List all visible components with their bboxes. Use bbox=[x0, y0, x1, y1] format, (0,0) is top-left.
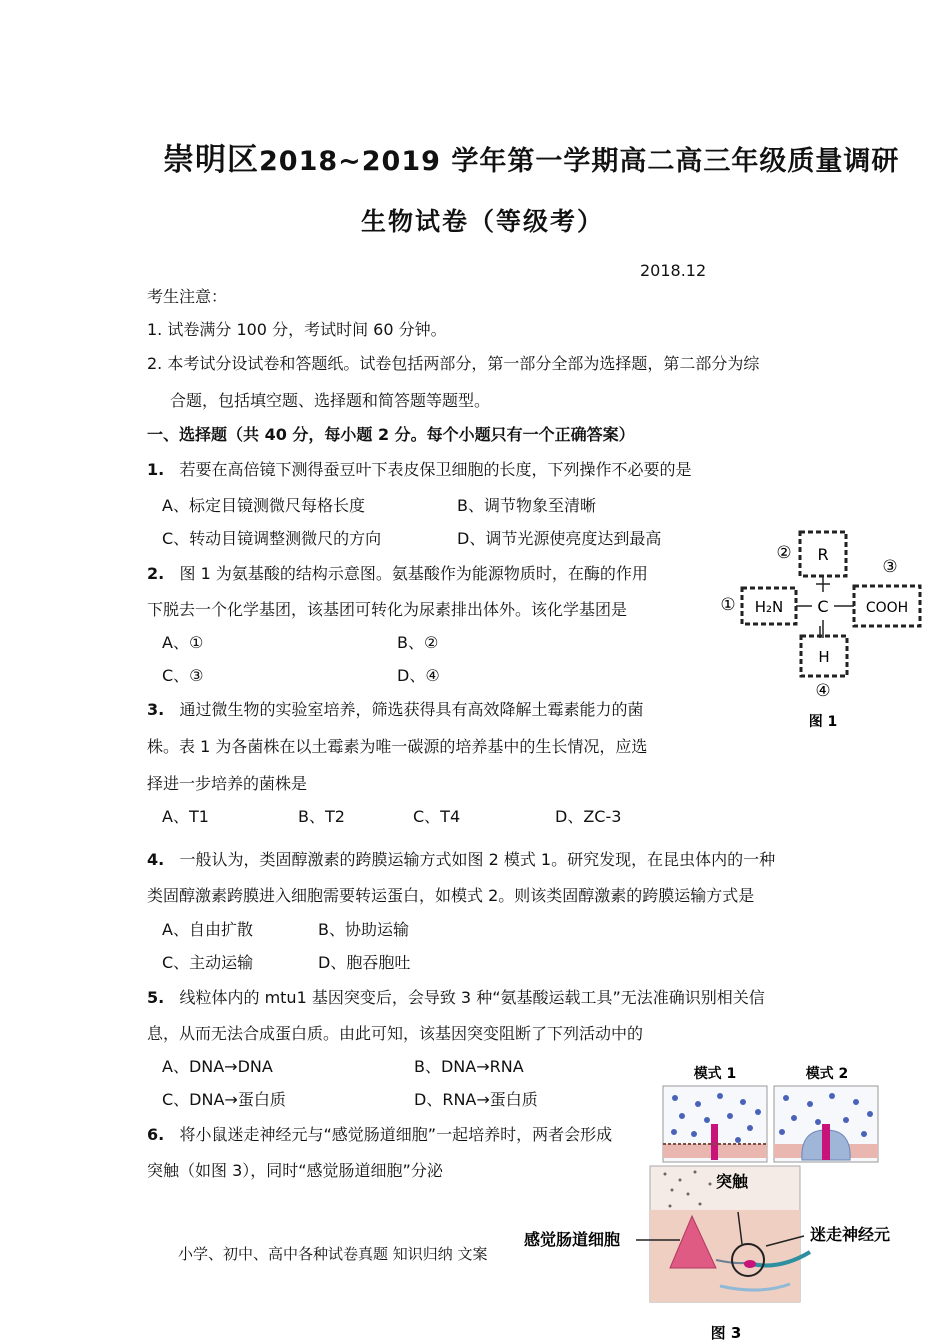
question-stem: 图 1 为氨基酸的结构示意图。氨基酸作为能源物质时，在酶的作用 bbox=[179, 564, 648, 583]
exam-date: 2018.12 bbox=[640, 261, 707, 280]
q1-option-a: A、标定目镜测微尺每格长度 bbox=[162, 496, 365, 515]
q3-stem-line-2: 株。表 1 为各菌株在以土霉素为唯一碳源的培养基中的生长情况，应选 bbox=[147, 737, 648, 756]
q1-option-b: B、调节物象至清晰 bbox=[457, 496, 596, 515]
mode-1-label: 模式 1 bbox=[693, 1066, 737, 1082]
vagus-neuron-label: 迷走神经元 bbox=[809, 1225, 891, 1244]
group-cooh-box bbox=[854, 586, 920, 626]
figure-2-transport-modes bbox=[660, 1060, 880, 1164]
figure-1-amino-acid bbox=[712, 528, 927, 738]
q2-stem-line-2: 下脱去一个化学基团，该基团可转化为尿素排出体外。该化学基团是 bbox=[147, 600, 628, 619]
q4-option-c: C、主动运输 bbox=[162, 953, 254, 972]
gut-cell-label: 感觉肠道细胞 bbox=[523, 1230, 621, 1249]
q2-option-b: B、② bbox=[397, 633, 439, 652]
question-number: 3. bbox=[147, 700, 165, 719]
question-1 bbox=[147, 457, 692, 480]
question-stem: 线粒体内的 mtu1 基因突变后，会导致 3 种“氨基酸运载工具”无法准确识别相关信 bbox=[179, 988, 765, 1007]
mode-1-panel bbox=[663, 1065, 767, 1162]
question-stem: 将小鼠迷走神经元与“感觉肠道细胞”一起培养时，两者会形成 bbox=[179, 1125, 613, 1144]
title-district: 崇明区 bbox=[163, 142, 259, 178]
figure-3-caption: 图 3 bbox=[710, 1324, 742, 1342]
question-4 bbox=[147, 847, 775, 870]
q1-option-d: D、调节光源使亮度达到最高 bbox=[457, 529, 662, 548]
q5-option-a: A、DNA→DNA bbox=[162, 1057, 273, 1076]
section-title: 一、选择题（共 40 分，每小题 2 分。每个小题只有一个正确答案） bbox=[147, 425, 635, 444]
q2-option-c: C、③ bbox=[162, 666, 204, 685]
q5-stem-line-2: 息，从而无法合成蛋白质。由此可知，该基因突变阻断了下列活动中的 bbox=[147, 1024, 644, 1043]
group-nh2-box bbox=[742, 588, 796, 624]
q3-option-c: C、T4 bbox=[413, 807, 461, 826]
question-5 bbox=[147, 985, 765, 1008]
label-1: ① bbox=[720, 595, 736, 615]
q5-option-d: D、RNA→蛋白质 bbox=[414, 1090, 538, 1109]
notice-heading: 考生注意： bbox=[147, 287, 228, 306]
q3-option-b: B、T2 bbox=[298, 807, 345, 826]
q5-option-b: B、DNA→RNA bbox=[414, 1057, 524, 1076]
q2-option-a: A、① bbox=[162, 633, 204, 652]
q5-option-c: C、DNA→蛋白质 bbox=[162, 1090, 286, 1109]
notice-item-2-line-1: 2. 本考试分设试卷和答题纸。试卷包括两部分，第一部分全部为选择题，第二部分为综 bbox=[147, 354, 760, 373]
mode-2-panel bbox=[774, 1065, 878, 1162]
label-4: ④ bbox=[815, 681, 831, 701]
group-r: R bbox=[817, 545, 829, 564]
question-number: 5. bbox=[147, 988, 165, 1007]
label-2: ② bbox=[776, 543, 792, 563]
question-stem: 若要在高倍镜下测得蚕豆叶下表皮保卫细胞的长度，下列操作不必要的是 bbox=[179, 460, 692, 479]
question-number: 2. bbox=[147, 564, 165, 583]
group-r-box bbox=[800, 532, 846, 576]
page-title bbox=[163, 134, 899, 179]
q3-stem-line-3: 择进一步培养的菌株是 bbox=[147, 774, 308, 793]
question-number: 6. bbox=[147, 1125, 165, 1144]
q2-option-d: D、④ bbox=[397, 666, 440, 685]
q4-option-a: A、自由扩散 bbox=[162, 920, 253, 939]
notice-item-2-line-2: 合题，包括填空题、选择题和简答题等题型。 bbox=[170, 391, 491, 410]
q4-option-b: B、协助运输 bbox=[318, 920, 409, 939]
figure-1-caption: 图 1 bbox=[808, 714, 838, 730]
q4-option-d: D、胞吞胞吐 bbox=[318, 953, 411, 972]
q4-stem-line-2: 类固醇激素跨膜进入细胞需要转运蛋白，如模式 2。则该类固醇激素的跨膜运输方式是 bbox=[147, 886, 755, 905]
question-number: 1. bbox=[147, 460, 165, 479]
figure-3-synapse bbox=[520, 1160, 900, 1344]
alpha-carbon: C bbox=[817, 597, 829, 616]
q3-option-a: A、T1 bbox=[162, 807, 209, 826]
group-cooh: COOH bbox=[865, 600, 909, 616]
notice-item-1: 1. 试卷满分 100 分，考试时间 60 分钟。 bbox=[147, 320, 447, 339]
q3-option-d: D、ZC-3 bbox=[555, 807, 622, 826]
group-h: H bbox=[818, 648, 830, 666]
question-6 bbox=[147, 1122, 612, 1145]
q6-stem-line-2: 突触（如图 3），同时“感觉肠道细胞”分泌 bbox=[147, 1161, 443, 1180]
mode-2-label: 模式 2 bbox=[805, 1066, 849, 1082]
question-number: 4. bbox=[147, 850, 165, 869]
footer-text: 小学、初中、高中各种试卷真题 知识归纳 文案 bbox=[178, 1245, 488, 1263]
question-stem: 一般认为，类固醇激素的跨膜运输方式如图 2 模式 1。研究发现，在昆虫体内的一种 bbox=[179, 850, 776, 869]
group-h-box bbox=[801, 636, 847, 676]
q1-option-c: C、转动目镜调整测微尺的方向 bbox=[162, 529, 382, 548]
question-2 bbox=[147, 561, 648, 584]
question-stem: 通过微生物的实验室培养，筛选获得具有高效降解土霉素能力的菌 bbox=[179, 700, 644, 719]
question-3 bbox=[147, 697, 644, 720]
label-3: ③ bbox=[882, 557, 898, 577]
group-nh2: H₂N bbox=[754, 598, 784, 616]
title-rest: 2018~2019 学年第一学期高二高三年级质量调研 bbox=[259, 146, 900, 177]
page-subtitle: 生物试卷（等级考） bbox=[361, 207, 605, 236]
synapse-label: 突触 bbox=[715, 1172, 749, 1191]
